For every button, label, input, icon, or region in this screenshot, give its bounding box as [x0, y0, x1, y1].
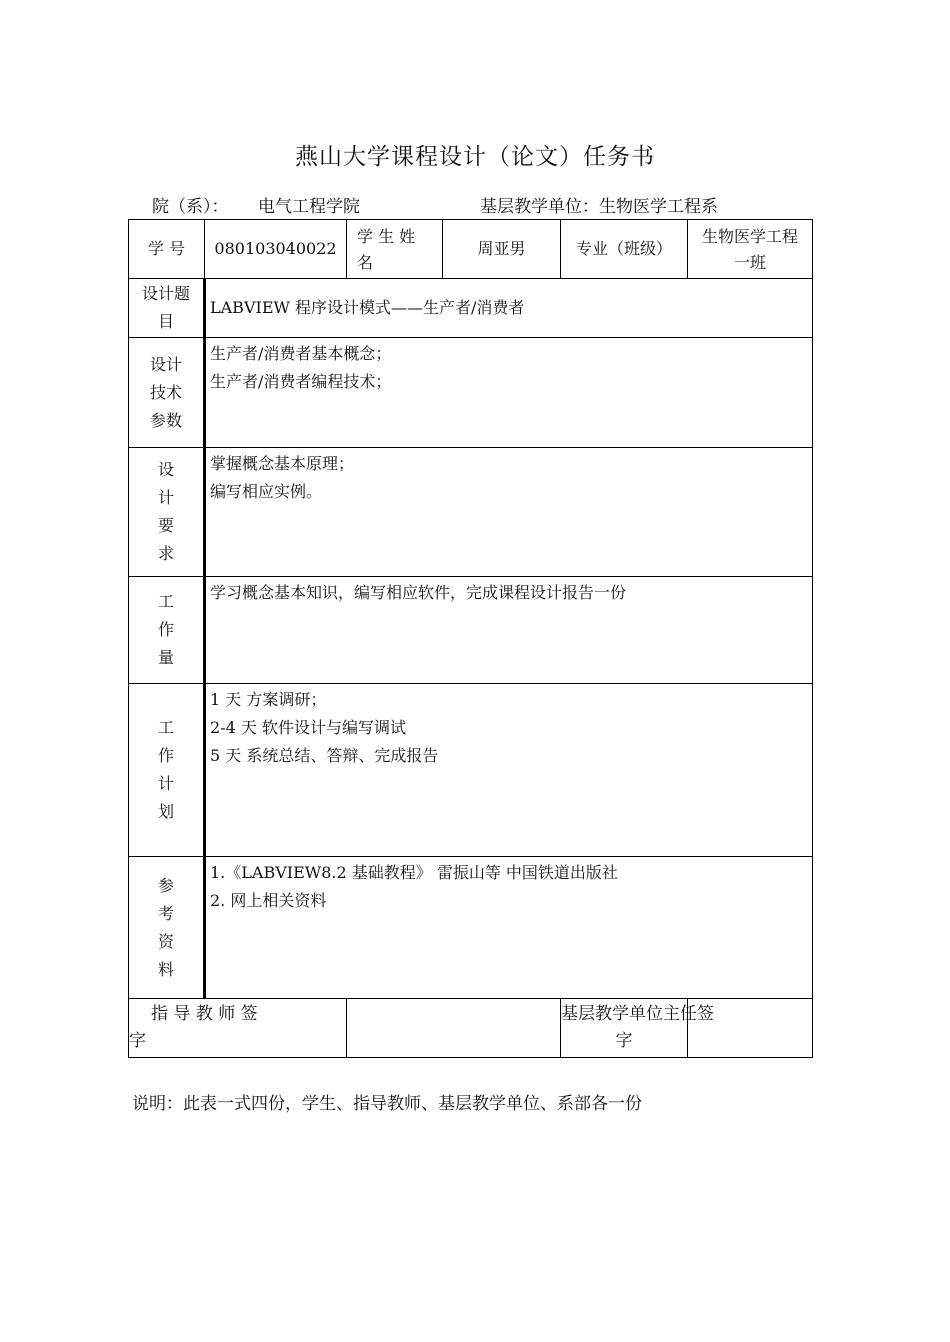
- workload-content: 学习概念基本知识，编写相应软件，完成课程设计报告一份: [205, 577, 813, 684]
- params-label: 设计 技术 参数: [129, 338, 205, 448]
- student-name-label: 学 生 姓 名: [347, 220, 443, 279]
- document-title: 燕山大学课程设计（论文）任务书: [295, 144, 655, 170]
- plan-label: 工 作 计 划: [129, 684, 205, 857]
- topic-label: 设计题 目: [129, 279, 205, 338]
- college-value: 电气工程学院: [258, 197, 360, 217]
- requirements-label: 设 计 要 求: [129, 448, 205, 577]
- head-sign-label: 基层教学单位主任签 字: [561, 999, 688, 1058]
- requirements-row: [129, 448, 813, 577]
- advisor-sign-field[interactable]: [347, 999, 561, 1058]
- college-label: 院（系）：: [152, 197, 229, 217]
- student-name-value: 周亚男: [443, 220, 561, 279]
- requirements-content: 掌握概念基本原理； 编写相应实例。: [205, 448, 813, 577]
- major-label: 专业（班级）: [561, 220, 688, 279]
- student-id-value: 080103040022: [205, 220, 347, 279]
- topic-value: LABVIEW 程序设计模式——生产者/消费者: [205, 279, 813, 338]
- task-form-table: [128, 219, 813, 1058]
- plan-row: [129, 684, 813, 857]
- student-info-row: [129, 220, 813, 279]
- footer-note: 说明：此表一式四份，学生、指导教师、基层教学单位、系部各一份: [132, 1094, 642, 1114]
- params-content: 生产者/消费者基本概念； 生产者/消费者编程技术；: [205, 338, 813, 448]
- student-id-label: 学 号: [129, 220, 205, 279]
- workload-label: 工 作 量: [129, 577, 205, 684]
- refs-row: [129, 857, 813, 999]
- major-value: 生物医学工程 一班: [688, 220, 813, 279]
- params-row: [129, 338, 813, 448]
- teaching-unit: 基层教学单位：生物医学工程系: [480, 197, 718, 217]
- workload-row: [129, 577, 813, 684]
- topic-row: [129, 279, 813, 338]
- signature-row: [129, 999, 813, 1058]
- refs-content: 1.《LABVIEW8.2 基础教程》 雷振山等 中国铁道出版社 2. 网上相关资料: [205, 857, 813, 999]
- refs-label: 参 考 资 料: [129, 857, 205, 999]
- plan-content: 1 天 方案调研； 2-4 天 软件设计与编写调试 5 天 系统总结、答辩、完成报告: [205, 684, 813, 857]
- advisor-sign-label: 指 导 教 师 签 字: [129, 999, 347, 1058]
